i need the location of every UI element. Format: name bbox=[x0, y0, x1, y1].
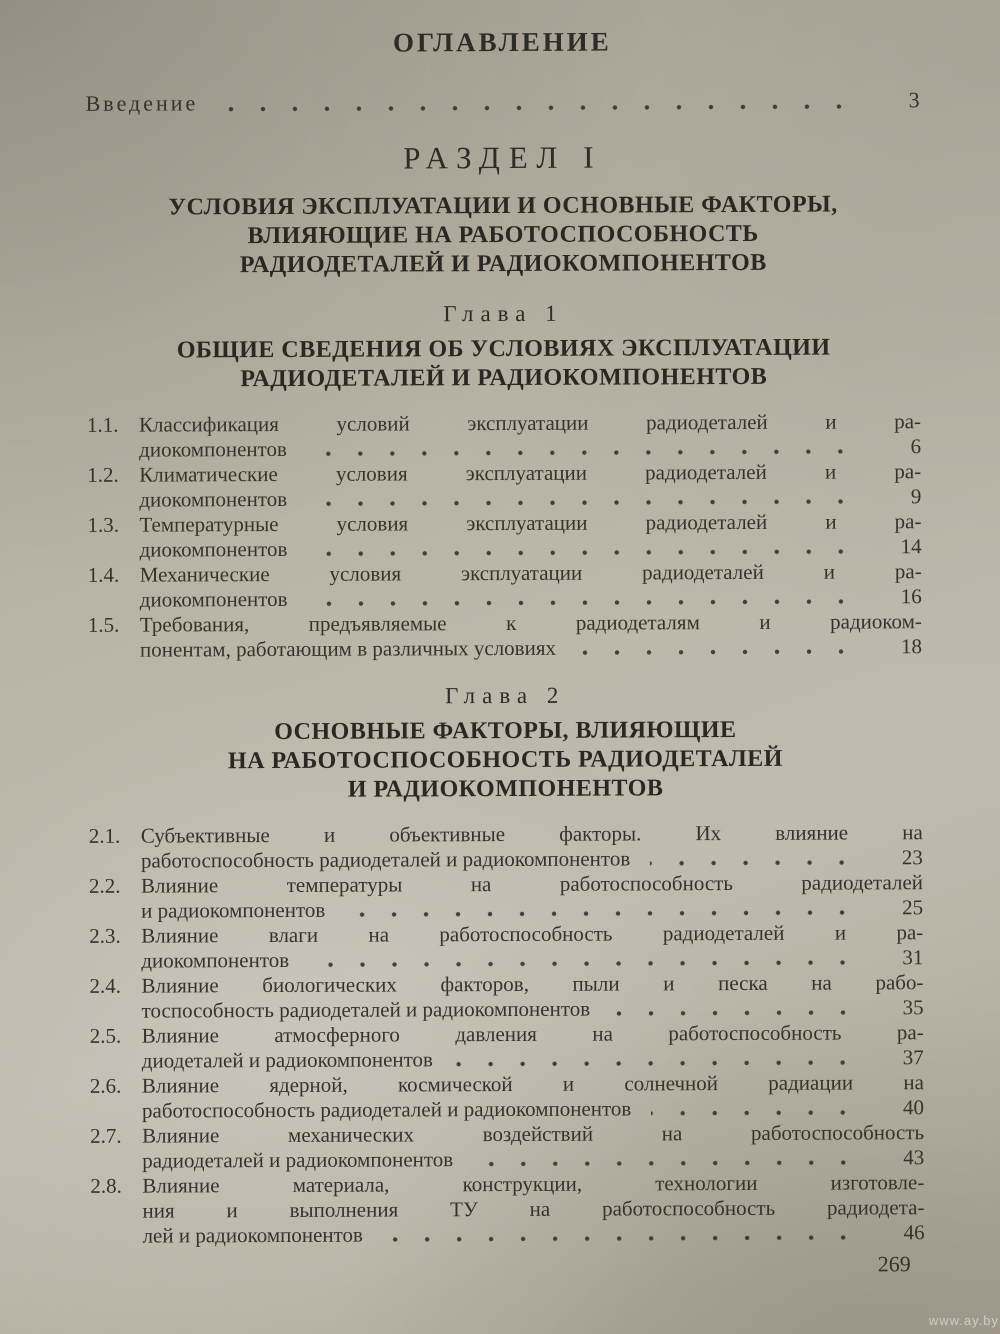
dot-leader bbox=[218, 99, 867, 114]
entry-number: 2.4. bbox=[89, 973, 122, 998]
entry-text: Влияние ядерной, космической и солнечной радиации на bbox=[141, 1070, 924, 1098]
entry-body bbox=[141, 970, 923, 1023]
toc-entry bbox=[87, 459, 921, 513]
entry-last-line bbox=[142, 995, 924, 1023]
entry-text-last: диокомпонентов bbox=[139, 436, 287, 462]
toc-entry bbox=[89, 820, 923, 874]
entry-page-number: 18 bbox=[900, 634, 923, 659]
entry-text: Механические условия эксплуатации радиодеталей и ра- bbox=[139, 559, 922, 587]
entry-text: Влияние атмосферного давления на работоспособность ра- bbox=[141, 1020, 924, 1048]
chapter-2-entries bbox=[89, 820, 925, 1249]
toc-entry bbox=[87, 409, 921, 463]
entry-last-line bbox=[142, 1045, 924, 1073]
entry-number: 2.3. bbox=[89, 923, 121, 948]
intro-row bbox=[86, 86, 920, 118]
entry-number: 2.5. bbox=[89, 1023, 122, 1048]
entry-text: Требования, предъявляемые к радиодеталям и радиоком- bbox=[139, 609, 922, 637]
dot-leader bbox=[308, 594, 870, 608]
entry-body bbox=[142, 1020, 924, 1073]
entry-body bbox=[142, 1170, 924, 1248]
dot-leader bbox=[383, 1230, 873, 1244]
entry-body bbox=[141, 920, 923, 973]
entry-page-number: 9 bbox=[910, 484, 922, 509]
entry-page-number: 25 bbox=[902, 895, 924, 920]
entry-last-line bbox=[142, 1220, 924, 1248]
entry-text: Температурные условия эксплуатации радиодеталей и ра- bbox=[139, 509, 922, 537]
entry-number: 1.4. bbox=[87, 562, 120, 587]
entry-text-last: работоспособность радиодеталей и радиокомпонентов bbox=[141, 1096, 632, 1123]
entry-last-line bbox=[139, 484, 921, 512]
entry-body bbox=[141, 870, 923, 923]
chapter-2-kicker: Глава 2 bbox=[444, 682, 566, 709]
entry-number: 1.1. bbox=[86, 412, 119, 437]
entry-number: 2.7. bbox=[90, 1123, 122, 1148]
watermark: www.ay.by bbox=[928, 1313, 999, 1328]
entry-text-last: радиодеталей и радиокомпонентов bbox=[142, 1147, 454, 1173]
section-1-kicker: РАЗДЕЛ I bbox=[403, 139, 603, 176]
entry-text-last: диокомпонентов bbox=[139, 536, 288, 562]
page-title: ОГЛАВЛЕНИЕ bbox=[392, 26, 612, 58]
chapter-1-kicker: Глава 1 bbox=[443, 300, 564, 327]
entry-last-line bbox=[140, 584, 922, 612]
entry-page-number: 6 bbox=[910, 434, 922, 459]
dot-leader bbox=[307, 494, 869, 508]
entry-text: Влияние механических воздействий на работоспособность bbox=[142, 1120, 925, 1148]
entry-page-number: 14 bbox=[900, 534, 922, 559]
dot-leader bbox=[453, 1055, 872, 1069]
entry-body bbox=[142, 1120, 924, 1173]
entry-page-number: 16 bbox=[900, 584, 922, 609]
entry-body bbox=[139, 509, 921, 562]
entry-text: Субъективные и объективные факторы. Их влияние на bbox=[140, 820, 923, 848]
toc-entry bbox=[90, 1070, 924, 1124]
entry-text: Влияние влаги на работоспособность радиодеталей и ра- bbox=[141, 920, 924, 948]
toc-entry bbox=[88, 609, 922, 663]
toc-entry bbox=[90, 1170, 924, 1249]
toc-entry bbox=[87, 509, 921, 563]
toc-entry bbox=[90, 1020, 924, 1074]
entry-text: Влияние материала, конструкции, технологии изготовле- ния и выполнения ТУ на работоспособность радиодета- bbox=[142, 1170, 925, 1223]
entry-page-number: 31 bbox=[902, 945, 924, 970]
entry-body bbox=[139, 409, 921, 462]
chapter-1-entries bbox=[87, 409, 922, 663]
entry-text-last: работоспособность радиодеталей и радиокомпонентов bbox=[140, 846, 631, 873]
entry-body bbox=[139, 459, 921, 512]
entry-last-line bbox=[142, 1095, 924, 1123]
entry-text-last: понентам, работающим в различных условиях bbox=[139, 635, 557, 662]
book-page-number: 269 bbox=[877, 1251, 911, 1277]
dot-leader bbox=[610, 1005, 871, 1018]
entry-last-line bbox=[141, 845, 923, 873]
entry-number: 2.6. bbox=[89, 1073, 122, 1098]
entry-last-line bbox=[140, 634, 922, 662]
toc-entry bbox=[89, 870, 923, 924]
entry-body bbox=[141, 820, 923, 873]
chapter-1-title: ОБЩИЕ СВЕДЕНИЯ ОБ УСЛОВИЯХ ЭКСПЛУАТАЦИИ РАДИОДЕТАЛЕЙ И РАДИОКОМПОНЕНТОВ bbox=[176, 334, 831, 393]
dot-leader bbox=[576, 644, 870, 657]
entry-body bbox=[142, 1070, 924, 1123]
entry-body bbox=[140, 609, 922, 662]
toc-entry bbox=[90, 1120, 924, 1174]
entry-number: 1.2. bbox=[87, 462, 119, 487]
entry-last-line bbox=[141, 895, 923, 923]
entry-number: 2.8. bbox=[90, 1173, 122, 1198]
entry-number: 1.5. bbox=[87, 612, 120, 637]
entry-text: Влияние биологических факторов, пыли и песка на рабо- bbox=[141, 970, 924, 998]
dot-leader bbox=[307, 544, 869, 558]
entry-text-last: диодеталей и радиокомпонентов bbox=[141, 1047, 434, 1073]
dot-leader bbox=[345, 905, 871, 919]
entry-text-last: диокомпонентов bbox=[139, 586, 288, 612]
entry-text-last: и радиокомпонентов bbox=[141, 897, 326, 923]
intro-label: Введение bbox=[85, 90, 199, 116]
chapter-2-title: ОСНОВНЫЕ ФАКТОРЫ, ВЛИЯЮЩИЕ НА РАБОТОСПОСОБНОСТЬ РАДИОДЕТАЛЕЙ И РАДИОКОМПОНЕНТОВ bbox=[227, 716, 783, 803]
entry-text-last: диокомпонентов bbox=[141, 947, 290, 973]
dot-leader bbox=[650, 855, 871, 868]
entry-text-last: тоспособность радиодеталей и радиокомпонентов bbox=[141, 996, 591, 1023]
dot-leader bbox=[651, 1105, 872, 1118]
entry-page-number: 43 bbox=[903, 1145, 925, 1170]
entry-text-last: лей и радиокомпонентов bbox=[142, 1222, 364, 1248]
dot-leader bbox=[473, 1155, 872, 1169]
entry-last-line bbox=[141, 945, 923, 973]
entry-number: 1.3. bbox=[87, 512, 119, 537]
entry-page-number: 23 bbox=[901, 845, 923, 870]
toc-entry bbox=[89, 970, 923, 1024]
toc-entry bbox=[88, 559, 922, 613]
dot-leader bbox=[309, 955, 871, 969]
entry-last-line bbox=[139, 534, 921, 562]
entry-number: 2.1. bbox=[88, 823, 121, 848]
entry-text-last: диокомпонентов bbox=[139, 486, 288, 512]
entry-page-number: 40 bbox=[902, 1095, 925, 1120]
dot-leader bbox=[307, 444, 869, 458]
entry-page-number: 46 bbox=[903, 1220, 925, 1245]
entry-last-line bbox=[139, 434, 921, 462]
entry-last-line bbox=[142, 1145, 924, 1173]
entry-page-number: 37 bbox=[902, 1045, 924, 1070]
toc-entry bbox=[89, 920, 923, 974]
section-1-title: УСЛОВИЯ ЭКСПЛУАТАЦИИ И ОСНОВНЫЕ ФАКТОРЫ, ВЛИЯЮЩИЕ НА РАБОТОСПОСОБНОСТЬ РАДИОДЕТАЛЕЙ И РАДИОКОМПОНЕНТОВ bbox=[168, 191, 838, 279]
entry-text: Классификация условий эксплуатации радиодеталей и ра- bbox=[138, 409, 922, 437]
entry-page-number: 35 bbox=[902, 995, 924, 1020]
toc-page-content bbox=[85, 22, 924, 1281]
entry-text: Климатические условия эксплуатации радиодеталей и ра- bbox=[139, 459, 922, 487]
intro-page-number: 3 bbox=[908, 87, 920, 113]
entry-number: 2.2. bbox=[88, 873, 121, 898]
entry-body bbox=[140, 559, 922, 612]
entry-text: Влияние температуры на работоспособность радиодеталей bbox=[140, 870, 924, 898]
